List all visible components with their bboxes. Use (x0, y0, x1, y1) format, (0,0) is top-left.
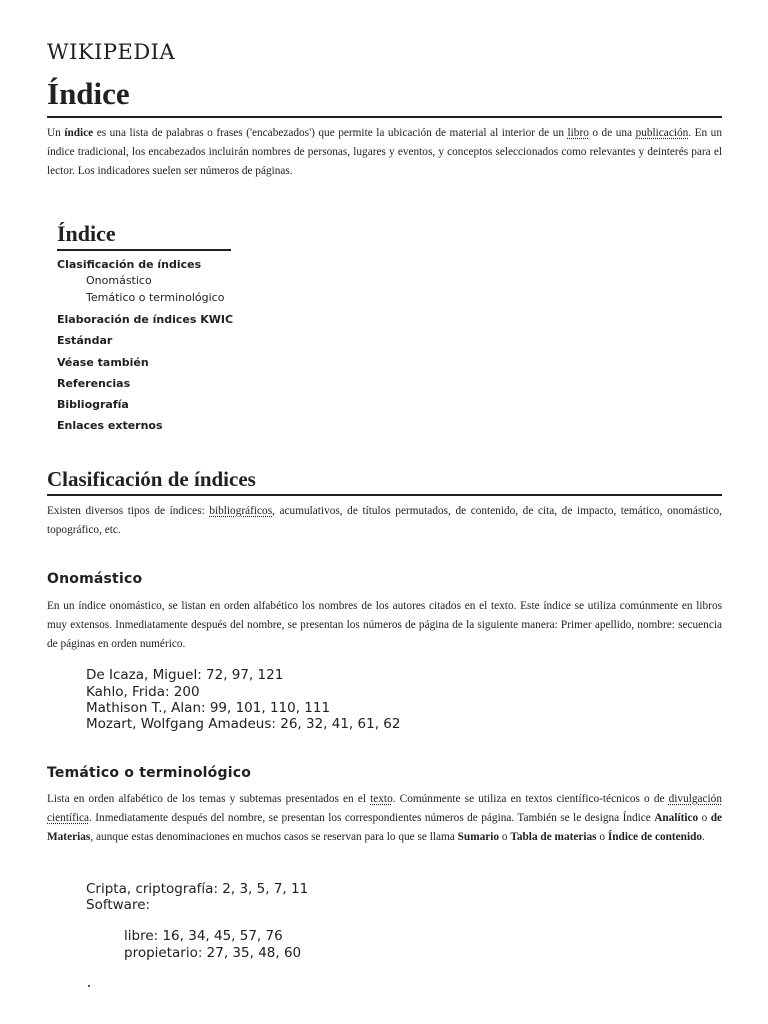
bold-term: Sumario (457, 831, 500, 843)
tematico-example: Software: (86, 897, 151, 913)
onomastico-example: De Icaza, Miguel: 72, 97, 121 (86, 667, 284, 683)
bold-term: Índice de contenido (607, 831, 703, 843)
onomastico-paragraph: En un índice onomástico, se listan en orden alfabético los nombres de los autores citados en el texto. Este índice se utiliza comúnmente en libros muy extensos. Inmediatamente después del nombre, se presentan los números de página de la siguiente manera: Primer apellido, nombre: secuencia de páginas en orden numérico. (47, 600, 722, 650)
paragraph-text: . (702, 831, 705, 843)
paragraph-text: Existen diversos tipos de índices: (47, 505, 210, 517)
onomastico-example: Mathison T., Alan: 99, 101, 110, 111 (86, 700, 331, 716)
toc-item-vease-tambien[interactable]: Véase también (57, 356, 149, 369)
wikipedia-wordmark[interactable]: WIKIPEDIA (47, 40, 176, 64)
paragraph-text: . Comúnmente se utiliza en textos científico-técnicos o de (392, 793, 669, 805)
bold-term: de Materias (47, 812, 722, 843)
toc-item-onomastico[interactable]: Onomástico (86, 274, 152, 287)
bold-term: Analítico (654, 812, 699, 824)
link-texto[interactable]: texto (370, 793, 393, 805)
link-divulgacion-cientifica[interactable]: divulgación científica (47, 793, 722, 824)
toc-item-referencias[interactable]: Referencias (57, 377, 131, 390)
page-dot (88, 985, 90, 987)
intro-text: o de una (588, 127, 636, 139)
toc-item-elaboracion-kwic[interactable]: Elaboración de índices KWIC (57, 313, 234, 326)
toc-item-bibliografia[interactable]: Bibliografía (57, 398, 129, 411)
tematico-example: Cripta, criptografía: 2, 3, 5, 7, 11 (86, 881, 309, 897)
toc-item-tematico[interactable]: Temático o terminológico (86, 291, 225, 304)
section-heading-tematico: Temático o terminológico (47, 765, 252, 781)
paragraph-text: o (698, 812, 711, 824)
section-heading-onomastico: Onomástico (47, 571, 143, 587)
paragraph-text: , acumulativos, de títulos permutados, de contenido, de cita, de impacto, temático, onomástico, topográfico, etc. (47, 505, 723, 536)
intro-text: Un (47, 127, 65, 139)
paragraph-text: , aunque estas denominaciones en muchos casos se reservan para lo que se llama (90, 831, 458, 843)
link-libro[interactable]: libro (567, 127, 589, 139)
tematico-paragraph (47, 790, 722, 847)
intro-text: . En un índice tradicional, los encabezados incluirán nombres de personas, lugares y eventos, y conceptos seleccionados como relevantes y deinterés para el lector. Los indicadores suelen ser números de páginas. (47, 127, 722, 177)
toc-item-estandar[interactable]: Estándar (57, 334, 113, 347)
paragraph-text: Lista en orden alfabético de los temas y subtemas presentados en el (47, 793, 371, 805)
clasificacion-paragraph (47, 502, 722, 540)
link-bibliograficos[interactable]: bibliográficos (209, 505, 273, 517)
link-publicacion[interactable]: publicación (635, 127, 689, 139)
bold-term: Tabla de materias (510, 831, 597, 843)
onomastico-example: Mozart, Wolfgang Amadeus: 26, 32, 41, 61, 62 (86, 716, 401, 732)
intro-bold-term: índice (64, 127, 94, 139)
toc-item-enlaces-externos[interactable]: Enlaces externos (57, 419, 163, 432)
tematico-sub-example: libre: 16, 34, 45, 57, 76 (124, 928, 283, 944)
paragraph-text: . Inmediatamente después del nombre, se presentan los correspondientes números de página. También se le designa Índice (89, 812, 655, 824)
onomastico-example: Kahlo, Frida: 200 (86, 684, 200, 700)
intro-text: es una lista de palabras o frases ('encabezados') que permite la ubicación de material al interior de un (93, 127, 568, 139)
intro-paragraph (47, 124, 722, 181)
section-heading-clasificacion: Clasificación de índices (47, 465, 722, 496)
paragraph-text: o (596, 831, 608, 843)
page-title: Índice (47, 74, 722, 118)
paragraph-text: o (499, 831, 511, 843)
tematico-sub-example: propietario: 27, 35, 48, 60 (124, 945, 302, 961)
toc-item-clasificacion[interactable]: Clasificación de índices (57, 258, 202, 271)
toc-title: Índice (57, 220, 231, 251)
